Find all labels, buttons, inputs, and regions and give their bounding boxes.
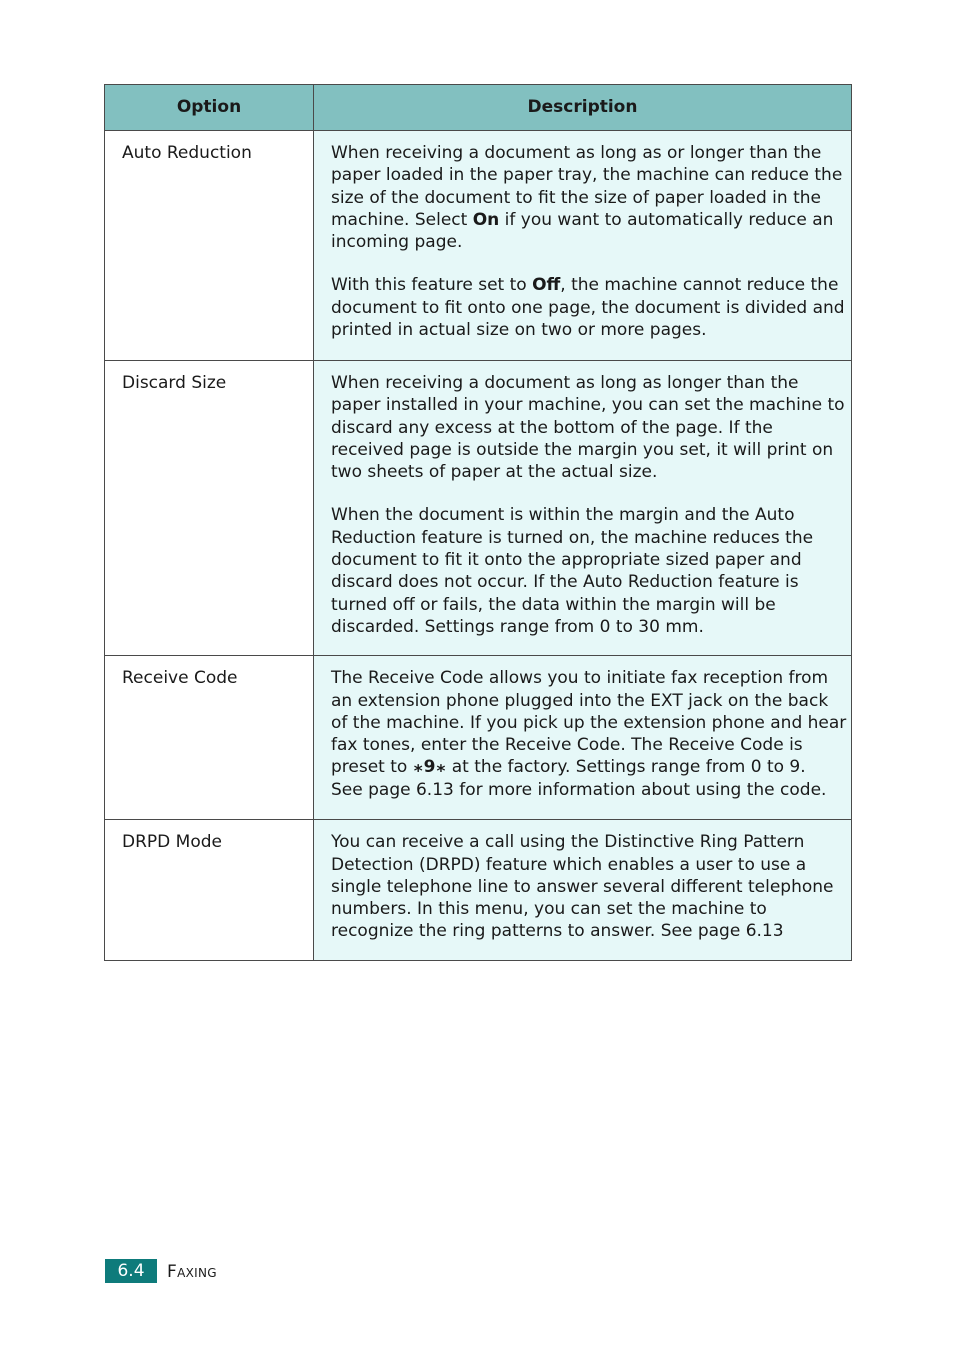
description-paragraph: [331, 372, 843, 483]
page-number-badge: 6.4: [105, 1259, 157, 1283]
table-row: [105, 361, 852, 656]
description-line: [331, 920, 843, 942]
description-cell: [314, 656, 852, 820]
text-segment: numbers. In this menu, you can set the machine to: [331, 899, 767, 920]
text-segment: incoming page.: [331, 232, 463, 253]
description-line: [331, 734, 843, 756]
text-segment: When receiving a document as long as or longer than the: [331, 143, 822, 163]
text-segment: Reduction feature is turned on, the machine reduces the: [331, 527, 814, 548]
description-line: [331, 756, 843, 778]
header-description: Description: [314, 85, 852, 131]
description-line: [331, 231, 843, 253]
description-cell: [314, 131, 852, 361]
text-segment: When receiving a document as long as longer than the: [331, 373, 799, 393]
option-cell: Receive Code: [105, 656, 314, 820]
description-line: [331, 876, 843, 898]
description-line: [331, 854, 843, 876]
description-line: [331, 187, 843, 209]
text-segment: recognize the ring patterns to answer. See page 6.13: [331, 921, 784, 942]
text-segment: size of the document to fit the size of paper loaded in the: [331, 187, 821, 208]
description-line: [331, 142, 843, 164]
text-segment: Detection (DRPD) feature which enables a user to use a: [331, 854, 807, 875]
text-segment: paper loaded in the paper tray, the machine can reduce the: [331, 165, 843, 186]
description-line: [331, 594, 843, 616]
description-paragraph: [331, 142, 843, 253]
text-segment: The Receive Code allows you to initiate fax reception from: [331, 668, 829, 689]
option-cell: Auto Reduction: [105, 131, 314, 361]
bold-term: On: [472, 209, 500, 230]
description-line: [331, 898, 843, 920]
description-line: [331, 779, 843, 801]
description-line: [331, 690, 843, 712]
description-line: [331, 319, 843, 341]
description-line: [331, 417, 843, 439]
section-title: Faxing: [167, 1262, 217, 1282]
text-segment: , the machine cannot reduce the: [560, 275, 839, 296]
text-segment: You can receive a call using the Distinctive Ring Pattern: [331, 832, 805, 853]
description-line: [331, 209, 843, 231]
option-cell: DRPD Mode: [105, 820, 314, 960]
text-segment: paper installed in your machine, you can set the machine to: [331, 395, 845, 416]
description-line: [331, 712, 847, 734]
text-segment: an extension phone plugged into the EXT jack on the back: [331, 690, 829, 711]
text-segment: When the document is within the margin and the Auto: [331, 505, 795, 526]
bold-term: Off: [532, 275, 561, 296]
text-segment: turned off or fails, the data within the margin will be: [331, 594, 776, 615]
text-segment: of the machine. If you pick up the extension phone and hear: [331, 712, 847, 733]
description-paragraph: [331, 831, 843, 942]
table-row: [105, 131, 852, 361]
option-cell: Discard Size: [105, 361, 314, 656]
star-key-icon: ⁎: [413, 757, 423, 778]
description-cell: [314, 820, 852, 960]
text-segment: received page is outside the margin you set, it will print on: [331, 439, 834, 460]
description-paragraph: [331, 504, 843, 638]
description-line: [331, 667, 843, 689]
description-line: [331, 297, 843, 319]
text-segment: document to fit it onto the appropriate sized paper and: [331, 550, 802, 571]
description-line: [331, 372, 843, 394]
description-line: [331, 164, 843, 186]
star-key-icon: ⁎: [436, 757, 446, 778]
description-line: [331, 504, 843, 526]
description-paragraph: [331, 274, 843, 341]
description-cell: [314, 361, 852, 656]
description-paragraph: [331, 667, 847, 801]
description-line: [331, 394, 843, 416]
description-line: [331, 616, 843, 638]
text-segment: machine. Select: [331, 209, 473, 230]
description-line: [331, 571, 843, 593]
text-segment: fax tones, enter the Receive Code. The Receive Code is: [331, 735, 803, 756]
text-segment: single telephone line to answer several different telephone: [331, 876, 834, 897]
description-line: [331, 439, 843, 461]
text-segment: discard any excess at the bottom of the page. If the: [331, 417, 773, 438]
bold-term: 9: [423, 757, 436, 778]
text-segment: discarded. Settings range from 0 to 30 mm.: [331, 616, 704, 637]
description-line: [331, 549, 843, 571]
options-table: [104, 84, 852, 961]
text-segment: printed in actual size on two or more pages.: [331, 320, 707, 341]
table-row: [105, 820, 852, 960]
text-segment: With this feature set to: [331, 275, 533, 296]
table-header-row: [105, 85, 852, 131]
text-segment: preset to: [331, 757, 413, 778]
text-segment: two sheets of paper at the actual size.: [331, 462, 658, 483]
text-segment: discard does not occur. If the Auto Reduction feature is: [331, 572, 799, 593]
text-segment: document to fit onto one page, the document is divided and: [331, 297, 845, 318]
description-line: [331, 831, 843, 853]
header-option: Option: [105, 85, 314, 131]
text-segment: if you want to automatically reduce an: [499, 209, 834, 230]
text-segment: See page 6.13 for more information about using the code.: [331, 779, 827, 800]
table-row: [105, 656, 852, 820]
description-line: [331, 527, 843, 549]
description-line: [331, 461, 843, 483]
description-line: [331, 274, 843, 296]
text-segment: at the factory. Settings range from 0 to 9.: [446, 757, 806, 778]
